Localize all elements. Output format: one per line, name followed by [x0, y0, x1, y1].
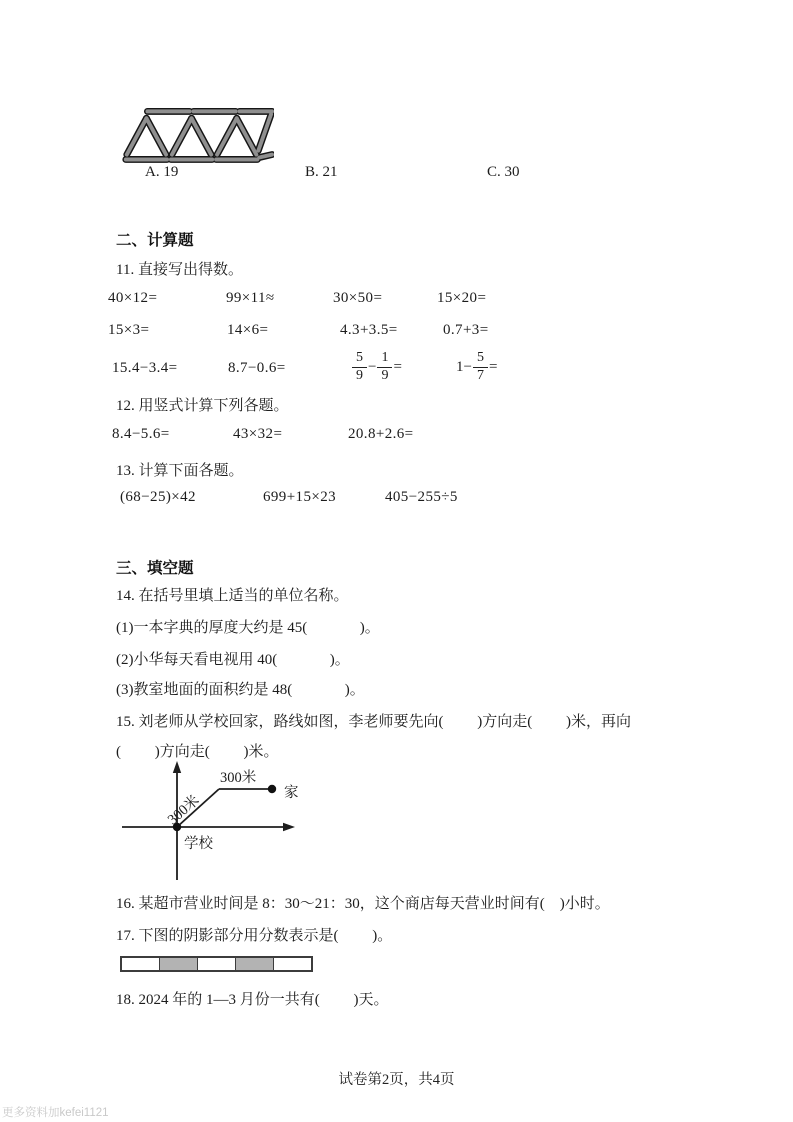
q15-stem-line2: ( )方向走( )米。 [116, 744, 279, 760]
q14-stem: 14. 在括号里填上适当的单位名称。 [116, 588, 349, 604]
fraction-denominator: 7 [476, 367, 484, 383]
q11-expression: 15.4−3.4= [112, 360, 178, 376]
q13-expression: 405−255÷5 [385, 489, 458, 505]
q18-stem: 18. 2024 年的 1—3 月份一共有( )天。 [116, 992, 389, 1008]
q11-expression: 30×50= [333, 290, 383, 306]
q12-expression: 20.8+2.6= [348, 426, 414, 442]
q11-expression: 15×20= [437, 290, 487, 306]
option-b: B. 21 [305, 164, 338, 180]
fraction-denominator: 9 [356, 367, 363, 383]
q14-item: (2)小华每天看电视用 40( )。 [116, 652, 350, 668]
q11-fraction-expression [455, 351, 498, 383]
q13-expression: 699+15×23 [263, 489, 337, 505]
q15-stem-line1: 15. 刘老师从学校回家，路线如图，李老师要先向( )方向走( )米，再向 [116, 714, 631, 730]
equals-sign: = [393, 358, 402, 375]
home-label: 家 [284, 785, 299, 801]
q13-expression: (68−25)×42 [120, 489, 196, 505]
q11-stem: 11. 直接写出得数。 [116, 262, 243, 278]
matchstick-triangles-figure [116, 99, 274, 165]
section-calc-title: 二、计算题 [116, 232, 194, 249]
fraction-bar [120, 956, 313, 972]
q11-expression: 15×3= [108, 322, 150, 338]
fraction-denominator: 9 [381, 367, 389, 383]
q12-expression: 43×32= [233, 426, 283, 442]
q16-stem: 16. 某超市营业时间是 8：30～21：30，这个商店每天营业时间有( )小时。 [116, 896, 610, 912]
page-footer: 试卷第2页，共4页 [338, 1072, 455, 1088]
q11-expression: 4.3+3.5= [340, 322, 398, 338]
fraction-numerator: 5 [473, 351, 488, 368]
option-c: C. 30 [487, 164, 520, 180]
school-label: 学校 [184, 836, 213, 852]
section-fill-title: 三、填空题 [116, 560, 194, 577]
q14-item: (1)一本字典的厚度大约是 45( )。 [116, 620, 380, 636]
q11-fraction-expression [352, 351, 403, 383]
route-diagram [88, 758, 303, 886]
right-arrow-icon [283, 823, 295, 831]
watermark: 更多资料加kefei1121 [2, 1107, 109, 1119]
q11-expression: 40×12= [108, 290, 158, 306]
q14-item: (3)教室地面的面积约是 48( )。 [116, 682, 365, 698]
fraction-numerator: 5 [352, 351, 367, 368]
q12-expression: 8.4−5.6= [112, 426, 170, 442]
fraction-bar-cell [122, 958, 160, 970]
q12-stem: 12. 用竖式计算下列各题。 [116, 398, 289, 414]
option-a: A. 19 [145, 164, 179, 180]
fraction-bar-cell [274, 958, 311, 970]
fraction-numerator: 1 [377, 351, 392, 368]
operator: − [368, 358, 377, 375]
q11-expression: 8.7−0.6= [228, 360, 286, 376]
q13-stem: 13. 计算下面各题。 [116, 463, 244, 479]
fraction-bar-cell [198, 958, 236, 970]
equals-sign: = [488, 358, 498, 375]
fraction-bar-cell [160, 958, 198, 970]
home-point [268, 785, 276, 793]
q11-expression: 0.7+3= [443, 322, 489, 338]
q11-expression: 99×11≈ [226, 290, 275, 306]
q11-expression: 14×6= [227, 322, 269, 338]
operand: 1− [456, 358, 472, 375]
q17-stem: 17. 下图的阴影部分用分数表示是( )。 [116, 928, 393, 944]
route-seg1-label: 300米 [164, 792, 203, 829]
route-seg2-label: 300米 [220, 770, 257, 786]
fraction-bar-cell [236, 958, 274, 970]
up-arrow-icon [173, 761, 181, 773]
